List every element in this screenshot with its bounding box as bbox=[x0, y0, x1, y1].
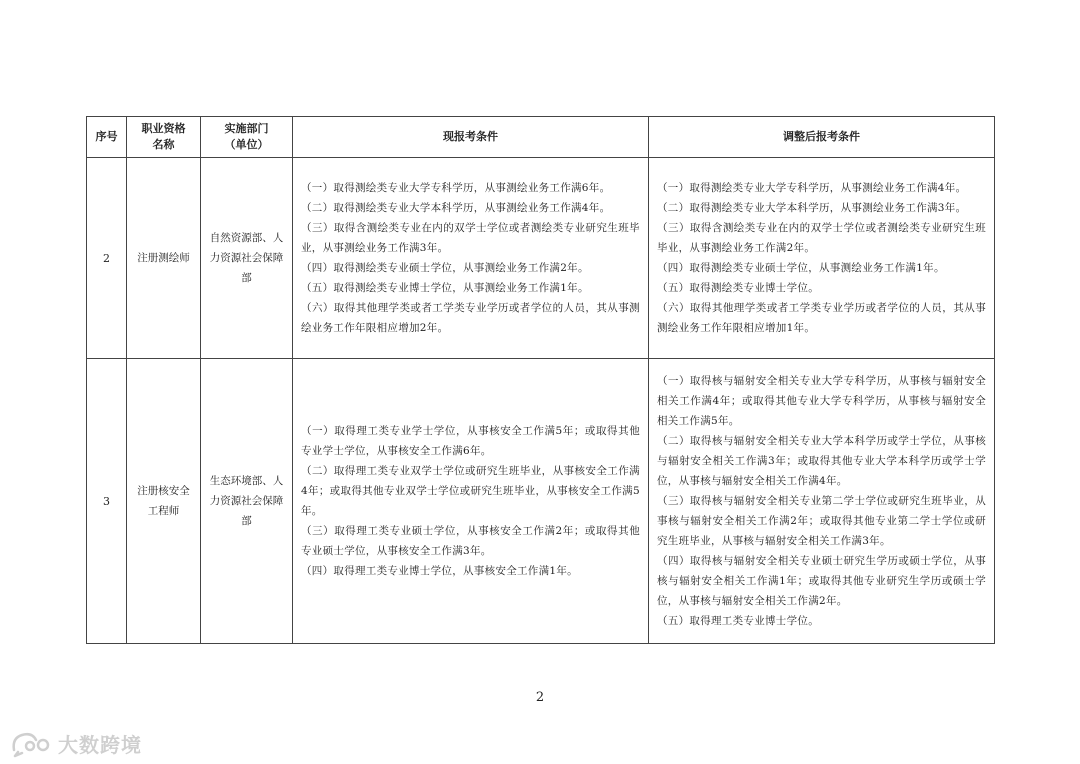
condition-item: （一）取得核与辐射安全相关专业大学专科学历，从事核与辐射安全相关工作满4年；或取得其他专业大学专科学历，从事核与辐射安全相关工作满5年。 bbox=[657, 375, 986, 427]
header-dept-line2: （单位） bbox=[224, 138, 269, 151]
condition-item: （五）取得测绘类专业博士学位。 bbox=[657, 282, 819, 294]
condition-item: （四）取得核与辐射安全相关专业硕士研究生学历或硕士学位，从事核与辐射安全相关工作满1年；或取得其他专业研究生学历或硕士学位，从事核与辐射安全相关工作满2年。 bbox=[657, 555, 986, 607]
header-qualification-name bbox=[127, 117, 201, 158]
condition-item: （一）取得测绘类专业大学专科学历，从事测绘业务工作满4年。 bbox=[657, 182, 967, 194]
row-department: 生态环境部、人力资源社会保障部 bbox=[201, 359, 293, 644]
chat-bubble-logo-icon bbox=[10, 728, 54, 758]
row-current-conditions bbox=[293, 359, 649, 644]
condition-item: （六）取得其他理学类或者工学类专业学历或者学位的人员，其从事测绘业务工作年限相应增加2年。 bbox=[301, 302, 640, 334]
row-seq: 3 bbox=[87, 359, 127, 644]
condition-item: （三）取得理工类专业硕士学位，从事核安全工作满2年；或取得其他专业硕士学位，从事核安全工作满3年。 bbox=[301, 525, 640, 557]
row-current-conditions bbox=[293, 158, 649, 359]
condition-item: （五）取得理工类专业博士学位。 bbox=[657, 615, 819, 627]
condition-item: （二）取得测绘类专业大学本科学历，从事测绘业务工作满4年。 bbox=[301, 202, 611, 214]
header-dept-line1: 实施部门 bbox=[224, 122, 269, 135]
conditions-table bbox=[86, 116, 995, 644]
condition-item: （二）取得理工类专业双学士学位或研究生班毕业，从事核安全工作满4年；或取得其他专业双学士学位或研究生班毕业，从事核安全工作满5年。 bbox=[301, 465, 640, 517]
condition-item: （三）取得含测绘类专业在内的双学士学位或者测绘类专业研究生班毕业，从事测绘业务工作满2年。 bbox=[657, 222, 986, 254]
watermark-text: 大数跨境 bbox=[58, 732, 142, 757]
condition-item: （六）取得其他理学类或者工学类专业学历或者学位的人员，其从事测绘业务工作年限相应增加1年。 bbox=[657, 302, 986, 334]
row-qualification-name: 注册测绘师 bbox=[127, 158, 201, 359]
row-adjusted-conditions bbox=[649, 158, 995, 359]
row-adjusted-conditions bbox=[649, 359, 995, 644]
row-seq: 2 bbox=[87, 158, 127, 359]
condition-item: （四）取得理工类专业博士学位，从事核安全工作满1年。 bbox=[301, 565, 578, 577]
condition-item: （五）取得测绘类专业博士学位，从事测绘业务工作满1年。 bbox=[301, 282, 589, 294]
row-qualification-name: 注册核安全工程师 bbox=[127, 359, 201, 644]
condition-item: （四）取得测绘类专业硕士学位，从事测绘业务工作满1年。 bbox=[657, 262, 945, 274]
table-row bbox=[87, 158, 995, 359]
header-department bbox=[201, 117, 293, 158]
header-name-line2: 名称 bbox=[152, 138, 175, 151]
condition-item: （一）取得测绘类专业大学专科学历，从事测绘业务工作满6年。 bbox=[301, 182, 611, 194]
condition-item: （四）取得测绘类专业硕士学位，从事测绘业务工作满2年。 bbox=[301, 262, 589, 274]
condition-item: （二）取得核与辐射安全相关专业大学本科学历或学士学位，从事核与辐射安全相关工作满3年；或取得其他专业大学本科学历或学士学位，从事核与辐射安全相关工作满4年。 bbox=[657, 435, 986, 487]
condition-item: （一）取得理工类专业学士学位，从事核安全工作满5年；或取得其他专业学士学位，从事核安全工作满6年。 bbox=[301, 425, 640, 457]
page-number: 2 bbox=[535, 690, 545, 705]
header-seq: 序号 bbox=[87, 117, 127, 158]
condition-item: （三）取得含测绘类专业在内的双学士学位或者测绘类专业研究生班毕业，从事测绘业务工作满3年。 bbox=[301, 222, 640, 254]
condition-item: （三）取得核与辐射安全相关专业第二学士学位或研究生班毕业，从事核与辐射安全相关工作满2年；或取得其他专业第二学士学位或研究生班毕业，从事核与辐射安全相关工作满3年。 bbox=[657, 495, 986, 547]
table-header-row bbox=[87, 117, 995, 158]
header-name-line1: 职业资格 bbox=[141, 122, 186, 135]
watermark bbox=[10, 728, 142, 758]
header-adjusted-conditions: 调整后报考条件 bbox=[649, 117, 995, 158]
table-row bbox=[87, 359, 995, 644]
header-current-conditions: 现报考条件 bbox=[293, 117, 649, 158]
condition-item: （二）取得测绘类专业大学本科学历，从事测绘业务工作满3年。 bbox=[657, 202, 967, 214]
row-department: 自然资源部、人力资源社会保障部 bbox=[201, 158, 293, 359]
